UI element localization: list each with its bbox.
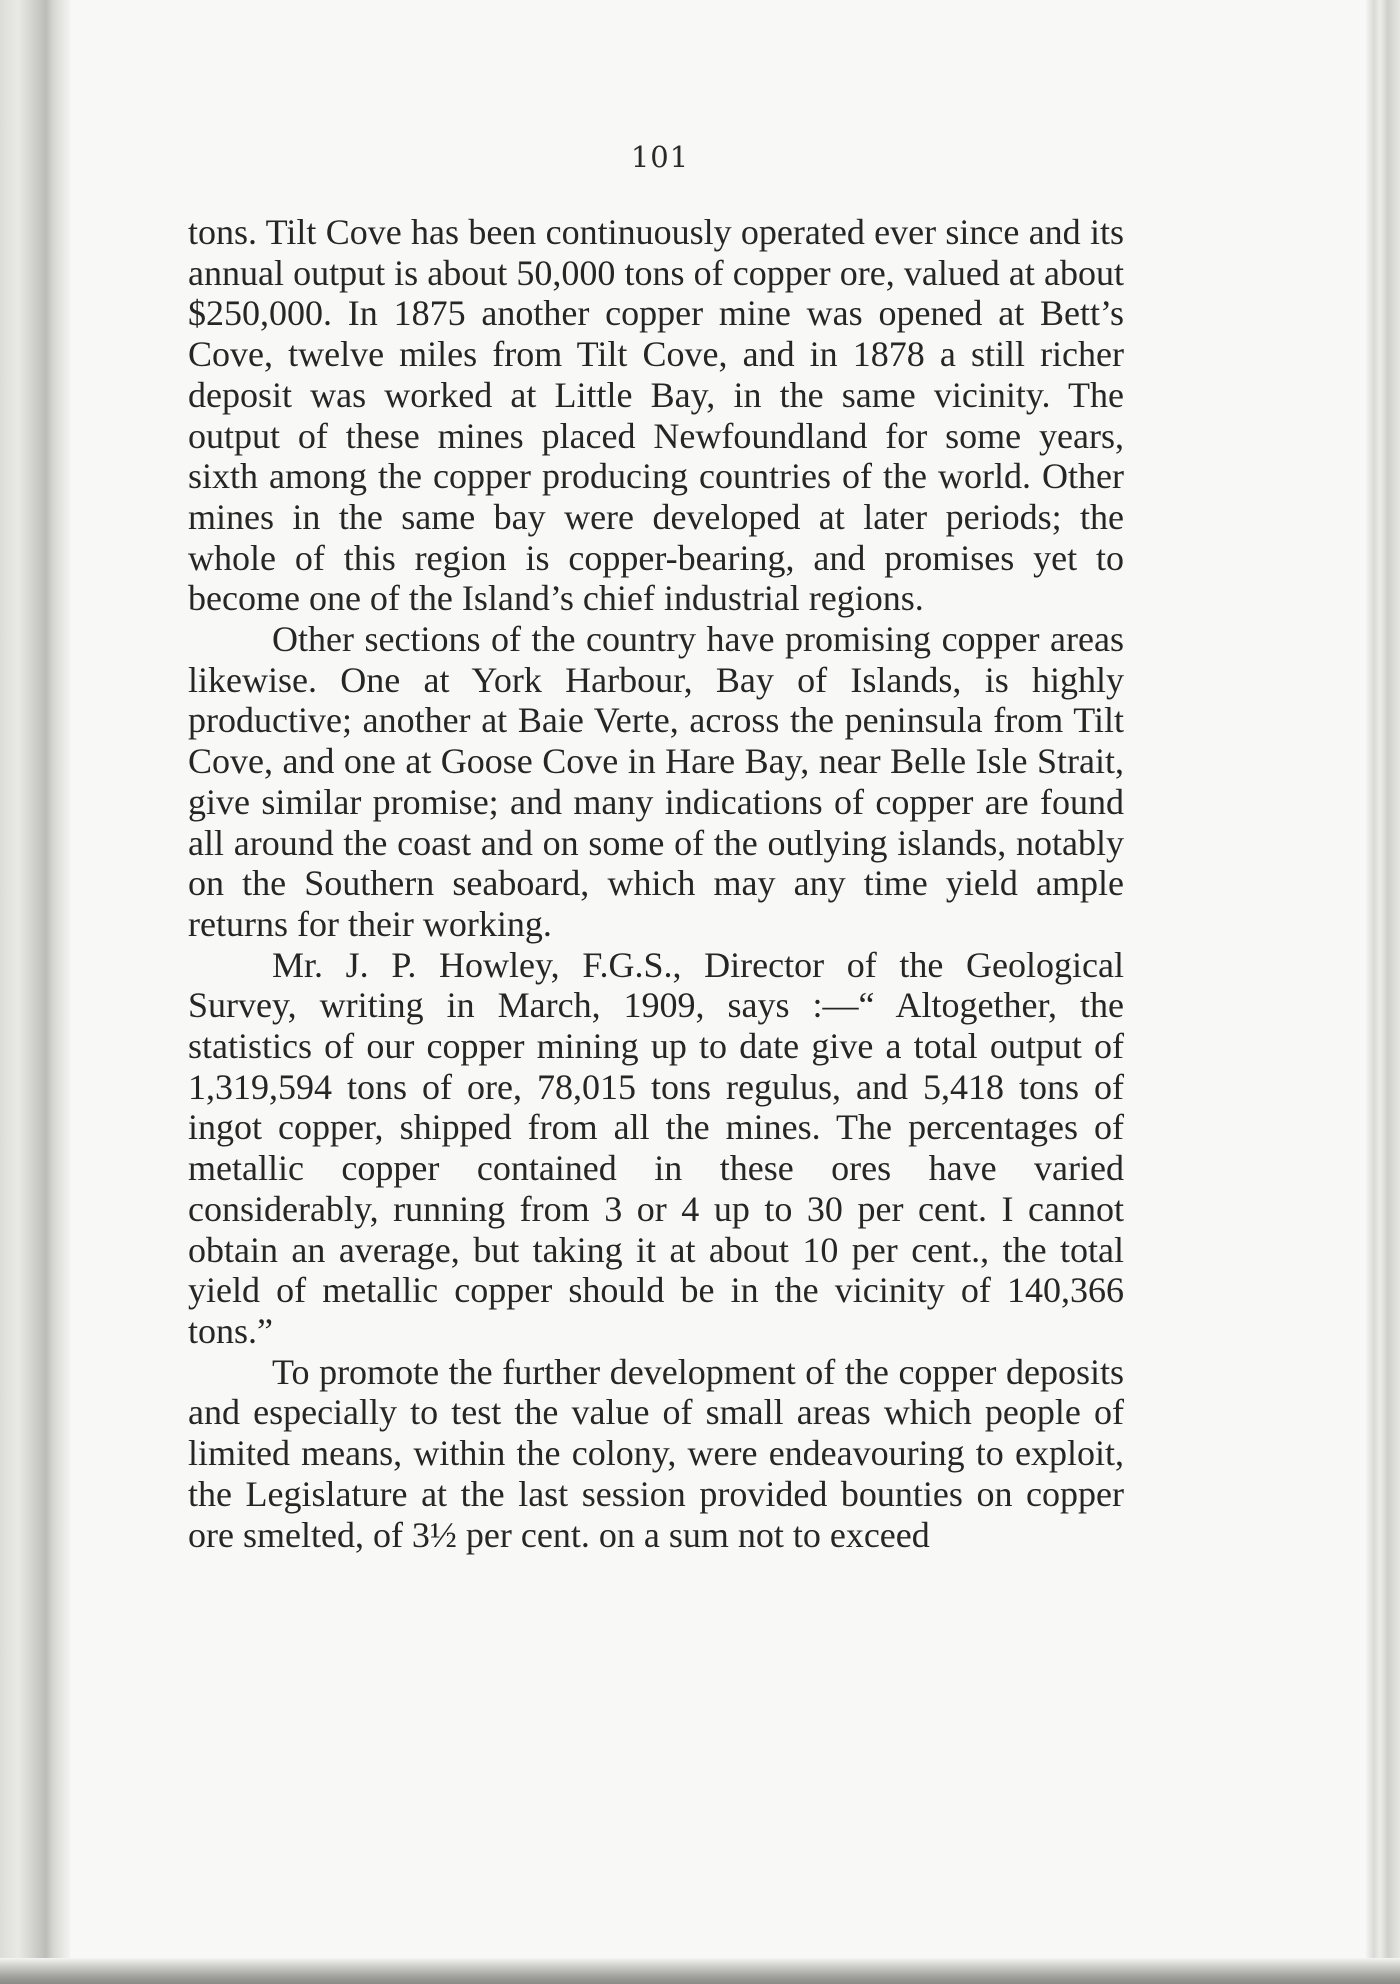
page-right-edge bbox=[1366, 0, 1400, 1984]
paragraph-1: tons. Tilt Cove has been continuously operated ever since and its annual output is about 50,000 tons of copper ore, valued at about $250,000. In 1875 another copper mine was opened at Bett’s Cove, twelve miles from Tilt Cove, and in 1878 a still richer deposit was worked at Little Bay, in the same vicinity. The output of these mines placed Newfoundland for some years, sixth among the copper producing countries of the world. Other mines in the same bay were developed at later periods; the whole of this region is copper-bearing, and promises yet to become one of the Island’s chief industrial regions. bbox=[188, 212, 1124, 619]
paragraph-2: Other sections of the country have promising copper areas likewise. One at York Harbour, Bay of Islands, is highly productive; another at Baie Verte, across the peninsula from Tilt Cove, and one at Goose Cove in Hare Bay, near Belle Isle Strait, give similar promise; and many indications of copper are found all around the coast and on some of the outlying islands, notably on the Southern seaboard, which may any time yield ample returns for their working. bbox=[188, 619, 1124, 944]
paragraph-4: To promote the further development of the copper deposits and especially to test the value of small areas which people of limited means, within the colony, were endeavouring to exploit, the Legislature at the last session provided bounties on copper ore smelted, of 3½ per cent. on a sum not to exceed bbox=[188, 1351, 1124, 1555]
binding-gutter bbox=[0, 0, 70, 1984]
page-bottom-edge bbox=[0, 1958, 1400, 1984]
body-text bbox=[188, 212, 1124, 1555]
page-number: 101 bbox=[630, 140, 690, 174]
paragraph-3: Mr. J. P. Howley, F.G.S., Director of the Geological Survey, writing in March, 1909, says :—“ Altogether, the statistics of our copper mining up to date give a total output of 1,319,594 tons of ore, 78,015 tons regulus, and 5,418 tons of ingot copper, shipped from all the mines. The percentages of metallic copper contained in these ores have varied considerably, running from 3 or 4 up to 30 per cent. I cannot obtain an average, but taking it at about 10 per cent., the total yield of metallic copper should be in the vicinity of 140,366 tons.” bbox=[188, 944, 1124, 1351]
